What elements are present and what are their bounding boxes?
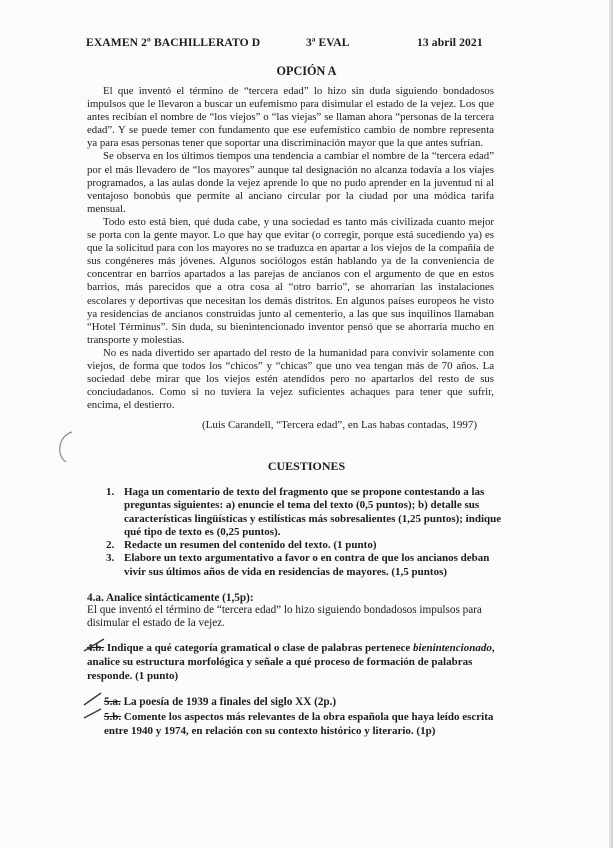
check-mark-5a [84, 693, 101, 705]
question-5b-text: Comente los aspectos más relevantes de la obra española que haya leído escrita entre 1940 y 1974, en relación con su contexto histórico y literario. (1p) [104, 711, 494, 737]
exam-header-date: 13 abril 2021 [417, 36, 483, 49]
source-text [87, 85, 494, 412]
option-title: OPCIÓN A [276, 64, 337, 78]
question-5b-number: 5.b. [104, 711, 122, 723]
paragraph: Todo esto está bien, qué duda cabe, y una sociedad es tanto más civilizada cuanto mejor se porta con la gente mayor. Lo que hay que evitar (o corregir, porque está sucediendo ya) es que la solicitud para con los mayores no se traduzca en apartar a los viejos de la compañía de sus congéneres más jóvenes. Algunos sociólogos están hablando ya de la conveniencia de concentrar en barrios apartados a las parejas de ancianos con el argumento de que en estos barrios, más parecidos que a otra cosa al “otro barrio”, se ahorrarían las instalaciones escolares y deportivas que necesitan los demás distritos. En algunos países europeos he visto ya residencias de ancianos construidas junto al cementerio, a las que sus inquilinos llamaban “Hotel Términus”. Sin duda, su bienintencionado inventor pensó que se ahorraría mucho en transporte y molestias. [87, 215, 494, 346]
question-item [106, 552, 506, 579]
margin-bracket-mark [60, 432, 72, 462]
question-5b [104, 710, 514, 738]
question-number: 3. [106, 552, 115, 565]
paragraph: Se observa en los últimos tiempos una tendencia a cambiar el nombre de la “tercera edad” por el más llevadero de “los mayores” aunque tal designación no alcanza todavía a los viajes programados, a las aulas donde la vejez aprende lo que no pudo aprender en la juventud ni al ventajoso bonobús que permite al anciano circular por la ciudad por una módica tarifa mensual. [87, 150, 494, 215]
question-item [106, 486, 506, 539]
paragraph: El que inventó el término de “tercera edad” lo hizo sin duda siguiendo bondadosos impulsos que le llevaron a buscar un eufemismo para disimular el estado de la vejez. Los que antes recibían el nombre de “los viejos” o “las viejas” se llaman ahora “personas de la tercera edad”. Y se puede temer con fundamento que ese eufemístico cambio de nombre representa ya para esas personas tener que soportar una discriminación mayor que la que antes sufrían. [87, 85, 494, 150]
question-5a-number: 5.a. [104, 696, 121, 708]
question-4a-sentence: El que inventó el término de “tercera edad” lo hizo siguiendo bondadosos impulsos para disimular el estado de la vejez. [87, 604, 482, 630]
question-text: Haga un comentario de texto del fragmento que se propone contestando a las preguntas siguientes: a) enuncie el tema del texto (0,5 puntos); b) detalle sus características lingüísticas y estilísticas más sobresalientes (1,25 puntos); indique qué tipo de texto es (0,25 puntos). [124, 486, 502, 538]
cuestiones-title: CUESTIONES [267, 459, 346, 473]
question-number: 1. [106, 486, 115, 498]
citation: (Luis Carandell, “Tercera edad”, en Las habas contadas, 1997) [202, 419, 478, 431]
question-item [106, 539, 506, 552]
question-number: 2. [106, 539, 115, 552]
question-4b-text-before: Indique a qué categoría gramatical o clase de palabras pertenece [106, 642, 411, 654]
question-text: Elabore un texto argumentativo a favor o en contra de que los ancianos deban vivir sus últimos años de vida en residencias de mayores. (1,5 puntos) [124, 552, 490, 578]
question-list [106, 486, 506, 579]
paragraph: No es nada divertido ser apartado del resto de la humanidad para convivir solamente con viejos, de forma que todos los “chicos” y “chicas” que uno vea tengan más de 70 años. La sociedad debe mirar que los viejos estén atendidos pero no apartarlos del resto de sus conciudadanos. Como si no tuviera la vejez suficientes achaques para tener que sufrir, encima, el destierro. [87, 346, 494, 412]
question-4b-italic-word: bienintencionado [413, 642, 492, 654]
exam-header-course: EXAMEN 2º BACHILLERATO D [86, 36, 261, 49]
question-text: Redacte un resumen del contenido del texto. (1 punto) [124, 539, 377, 552]
question-5a [104, 696, 336, 708]
question-5a-text: La poesía de 1939 a finales del siglo XX (2p.) [123, 696, 337, 708]
check-mark-5b [84, 709, 101, 718]
scan-edge [609, 0, 613, 848]
exam-header-term: 3ª EVAL [306, 36, 350, 49]
question-4b-text-after: , analice su estructura morfológica y señale a qué proceso de formación de palabras responde. (1 punto) [87, 642, 495, 682]
question-4a-heading: 4.a. Analice sintácticamente (1,5p): [87, 592, 254, 604]
question-4b [87, 641, 512, 683]
question-4b-number: 4.b. [87, 642, 105, 654]
